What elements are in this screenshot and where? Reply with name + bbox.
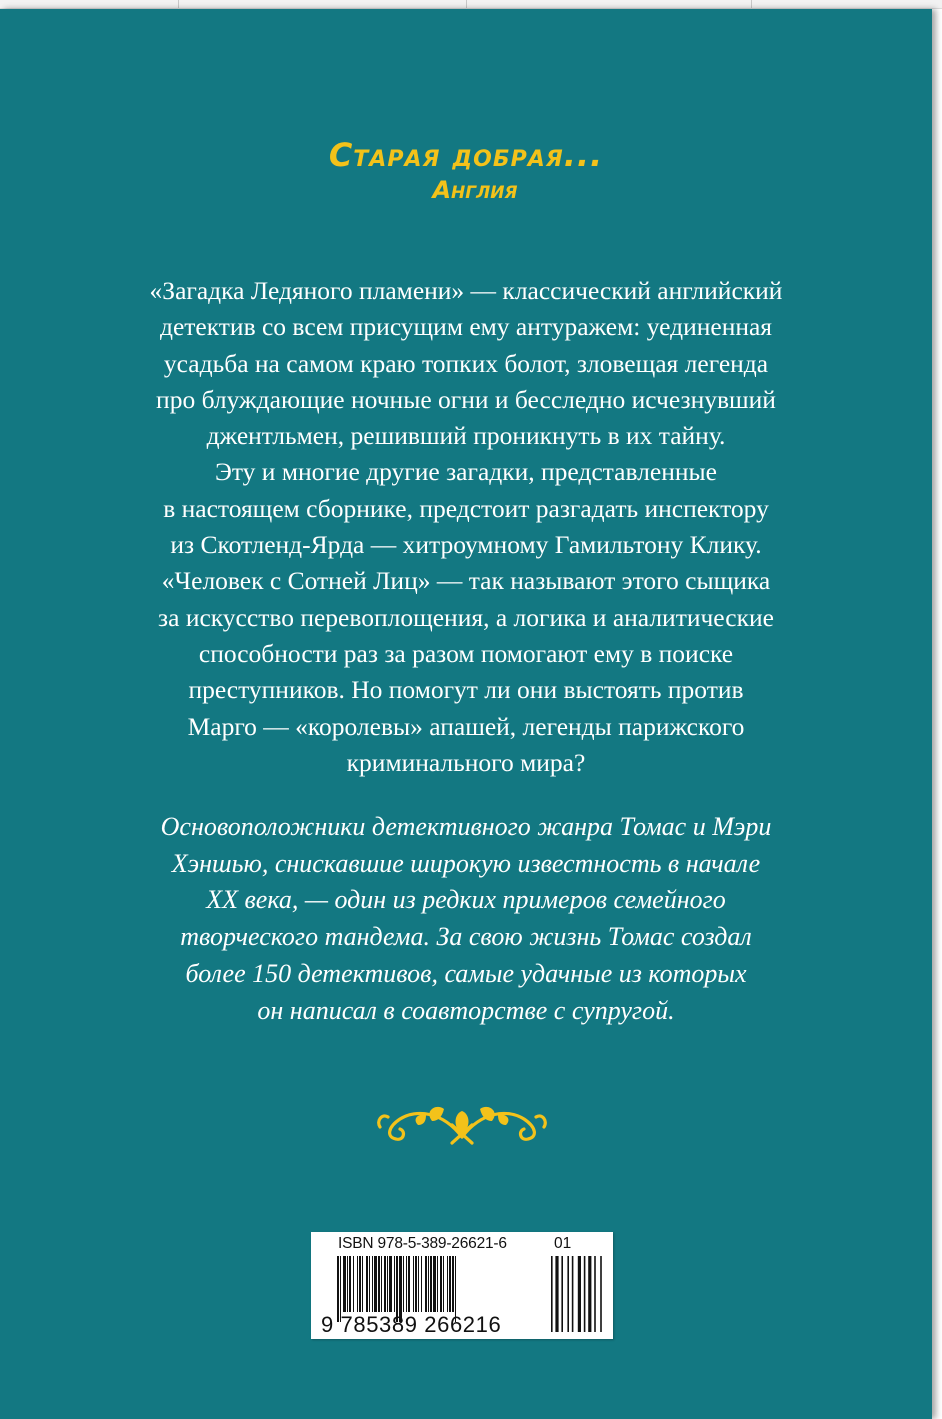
barcode-bar xyxy=(372,1256,373,1312)
blurb-line: про блуждающие ночные огни и бесследно исчезнувший xyxy=(156,384,776,414)
barcode-bar xyxy=(353,1256,354,1312)
barcode-bar xyxy=(415,1256,417,1312)
barcode-addon-bar xyxy=(578,1256,581,1332)
barcode-bar xyxy=(389,1256,392,1312)
barcode-bar xyxy=(433,1256,436,1312)
blurb-line: детектив со всем присущим ему антуражем: уединенная xyxy=(159,312,773,342)
viewer-divider xyxy=(466,0,467,8)
blurb-line: в настоящем сборнике, предстоит разгадать инспектору xyxy=(163,493,769,523)
barcode-bar xyxy=(443,1256,444,1312)
barcode-addon-bar xyxy=(555,1256,558,1332)
about-line: Хэншью, снискавшие широкую известность в начале xyxy=(171,848,761,878)
about-line: Основоположники детективного жанра Томас и Мэри xyxy=(160,812,772,841)
barcode-bar xyxy=(359,1256,361,1312)
about-authors xyxy=(70,809,862,1029)
barcode-bar xyxy=(425,1256,427,1312)
barcode-bar xyxy=(357,1256,358,1312)
blurb-line: за искусство перевоплощения, а логика и аналитические xyxy=(158,602,774,632)
blurb-line: джентльмен, решивший проникнуть в их тайну. xyxy=(206,421,726,451)
about-line: он написал в соавторстве с супругой. xyxy=(257,995,675,1025)
viewer-top-bar xyxy=(0,0,942,9)
blurb-line: криминального мира? xyxy=(346,747,586,777)
series-title-line1: Старая добрая... xyxy=(328,136,604,174)
barcode-digits: 9 785389 266216 xyxy=(321,1312,502,1337)
isbn-barcode xyxy=(311,1232,613,1339)
barcode-bar xyxy=(408,1256,410,1312)
barcode-bar xyxy=(378,1256,380,1312)
barcode-bar xyxy=(413,1256,414,1312)
about-line: творческого тандема. За свою жизнь Томас создал xyxy=(180,922,752,952)
barcode-bar xyxy=(406,1256,407,1312)
barcode-bar xyxy=(384,1256,386,1312)
isbn-number: ISBN 978-5-389-26621-6 xyxy=(338,1235,507,1252)
barcode-bar xyxy=(387,1256,388,1312)
barcode-addon-bar xyxy=(572,1256,574,1332)
barcode-addon-bar xyxy=(567,1256,569,1332)
barcode-bar xyxy=(349,1256,351,1312)
barcode-bar xyxy=(428,1256,429,1312)
series-title-line2: Англия xyxy=(432,176,518,204)
blurb-line: преступников. Но помогут ли они выстоять против xyxy=(188,675,744,705)
barcode-addon-bar xyxy=(551,1256,553,1332)
barcode-bar xyxy=(418,1256,419,1312)
blurb-line: способности раз за разом помогают ему в поиске xyxy=(198,638,734,668)
blurb-line: Эту и многие другие загадки, представленные xyxy=(215,457,717,487)
about-line: более 150 детективов, самые удачные из которых xyxy=(185,958,747,988)
barcode-addon-bar xyxy=(600,1256,602,1332)
blurb-line: Марго — «королевы» апашей, легенды парижского xyxy=(187,711,745,741)
barcode-bar xyxy=(447,1256,448,1312)
about-line: XX века, — один из редких примеров семейного xyxy=(206,885,726,915)
barcode-bar xyxy=(343,1256,346,1312)
barcode-addon-bar xyxy=(561,1256,563,1332)
barcode-bar xyxy=(366,1256,368,1312)
blurb-line: «Человек с Сотней Лиц» — так называют этого сыщика xyxy=(161,566,771,596)
barcode-bar xyxy=(347,1256,348,1312)
barcode-bar xyxy=(437,1256,438,1312)
barcode-bar xyxy=(449,1256,451,1312)
barcode-bar xyxy=(394,1256,395,1312)
barcode-bar xyxy=(381,1256,382,1312)
blurb-line: из Скотленд-Ярда — хитроумному Гамильтону Клику. xyxy=(170,530,762,560)
book-back-cover xyxy=(0,9,932,1419)
blurb-line: усадьба на самом краю топких болот, зловещая легенда xyxy=(163,348,769,378)
barcode-bar xyxy=(362,1256,363,1312)
barcode-bar xyxy=(430,1256,432,1312)
series-title xyxy=(0,135,932,205)
blurb-line: «Загадка Ледяного пламени» — классический английский xyxy=(149,276,783,305)
viewer-divider xyxy=(751,0,752,8)
floral-ornament-icon xyxy=(372,1097,552,1153)
barcode-bar xyxy=(369,1256,370,1312)
isbn-addon: 01 xyxy=(554,1235,572,1252)
barcode-addon-bar xyxy=(588,1256,591,1332)
barcode-bar xyxy=(374,1256,377,1312)
barcode-bar xyxy=(452,1256,454,1312)
book-blurb xyxy=(70,273,862,781)
barcode-bar xyxy=(440,1256,442,1312)
barcode-addon-bar xyxy=(584,1256,586,1332)
barcode-addon-bar xyxy=(594,1256,596,1332)
barcode-bar xyxy=(403,1256,404,1312)
viewer-divider xyxy=(178,0,179,8)
barcode-bar xyxy=(421,1256,422,1312)
